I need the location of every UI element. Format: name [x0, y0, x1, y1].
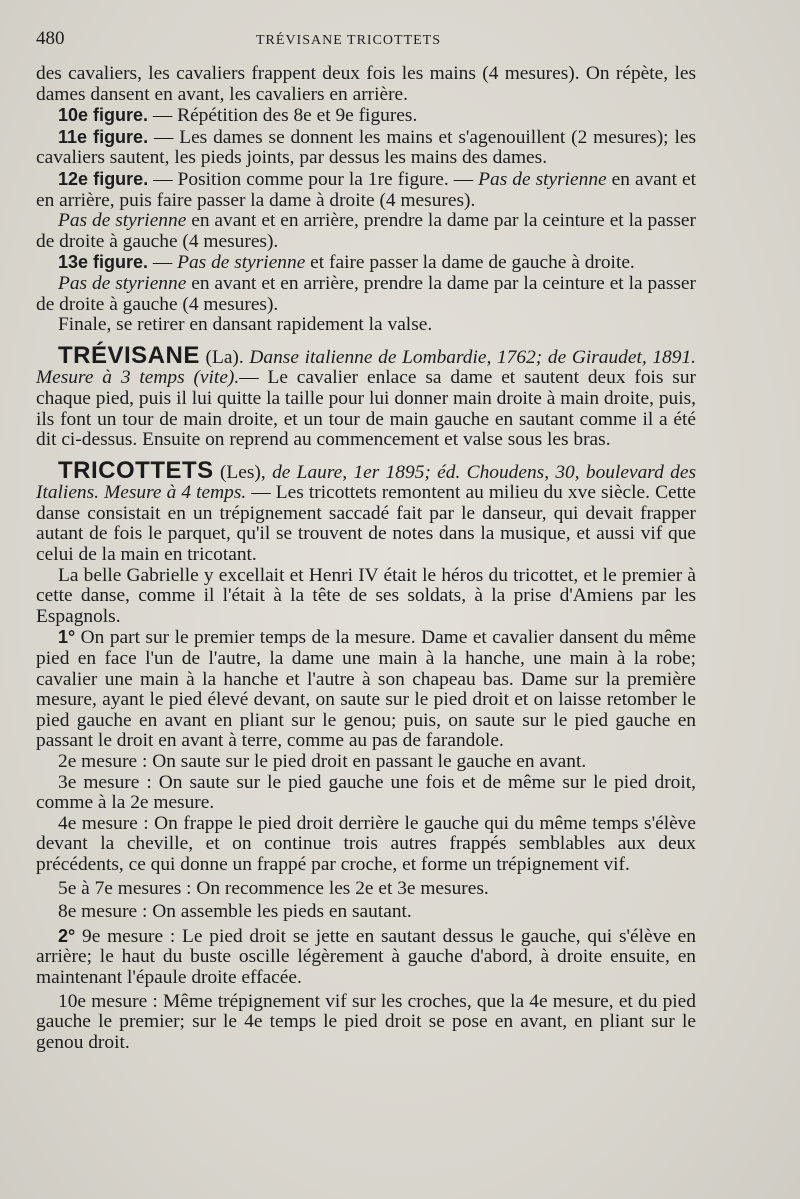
paragraph [36, 814, 696, 876]
paragraph [36, 315, 696, 336]
text-run: 2e mesure : On saute sur le pied droit en passant le gauche en avant. [58, 751, 587, 772]
figure-label: 12e figure. [58, 168, 149, 189]
text-run: 4e mesure : On frappe le pied droit derrière le gauche qui du même temps s'élève devant la cheville, et on continue trois autres frappés semblables aux deux précédents, ce qui donne un frappé par croche, et forme un trépignement vif. [36, 812, 696, 875]
text-run: — Le cavalier enlace sa dame et sautent deux fois sur chaque pied, puis il lui quitte la taille pour lui donner main droite à main droite, puis, ils font un tour de main droite, et un tour de main gauche en sautant comme il a été dit ci-dessus. Ensuite on reprend au commencement et valse sous les bras. [36, 367, 697, 451]
text-run: et faire passer la dame de gauche à droite. [305, 252, 635, 274]
text-run: en avant et en arrière, prendre la dame par la ceinture et la passer de droite à gauche (4 mesures). [36, 210, 696, 252]
paragraph [36, 902, 696, 923]
text-run: (La). [199, 346, 250, 368]
paragraph [36, 752, 696, 773]
paragraph [36, 566, 696, 628]
text-run: La belle Gabrielle y excellait et Henri IV était le héros du tricottet, et le premier à cette danse, comme il l'était à la tête de ses soldats, à la prise d'Amiens par les Espagnols. [36, 564, 696, 627]
paragraph [36, 773, 696, 814]
paragraph [36, 627, 696, 752]
text-run: Danse italienne de Lombardie, 1762; de Giraudet, 1891. Mesure à 3 temps (vite). [36, 346, 696, 389]
text-run: — Répétition des 8e et 9e figures. [148, 105, 418, 127]
page-number: 480 [36, 28, 65, 49]
text-run: 8e mesure : On assemble les pieds en sautant. [58, 901, 412, 923]
figure-label: 11e figure. [58, 126, 149, 147]
paragraph [36, 64, 696, 105]
text-run: Pas de styrienne [478, 168, 607, 190]
text-run: Finale, se retirer en dansant rapidement la valse. [58, 314, 433, 336]
page-header [36, 28, 696, 54]
text-run: 3e mesure : On saute sur le pied gauche une fois et de même sur le pied droit, comme à la 2e mesure. [36, 771, 696, 814]
paragraph [36, 105, 696, 127]
paragraph [36, 926, 696, 989]
figure-label: 2° [58, 925, 76, 946]
dictionary-entry [36, 456, 696, 566]
entry-headword: TRÉVISANE [58, 341, 200, 369]
paragraph [36, 879, 696, 900]
text-run: — [148, 252, 178, 274]
text-run: en avant et en arrière, puis faire passer la dame à droite (4 mesures). [36, 168, 696, 211]
paragraph [36, 252, 696, 274]
paragraph [36, 169, 696, 211]
text-run: de Laure, 1er 1895; éd. Choudens, 30, boulevard des Italiens. Mesure à 4 temps. [36, 461, 696, 504]
text-run: 5e à 7e mesures : On recommence les 2e et 3e mesures. [58, 877, 489, 899]
entry-headword: TRICOTTETS [58, 456, 214, 484]
dictionary-entry [36, 341, 697, 451]
text-run: Pas de styrienne [58, 210, 187, 232]
page-body [36, 64, 696, 1053]
paragraph [36, 992, 696, 1054]
figure-label: 1° [58, 627, 76, 648]
text-run: des cavaliers, les cavaliers frappent deux fois les mains (4 mesures). On répète, les dames dansent en avant, les cavaliers en arrière. [36, 63, 696, 105]
text-run: 10e mesure : Même trépignement vif sur les croches, que la 4e mesure, et du pied gauche le premier; sur le 4e temps le pied droit se pose en avant, en pliant sur le genou droit. [36, 990, 696, 1053]
figure-label: 10e figure. [58, 105, 149, 126]
text-run: — Les tricottets remontent au milieu du xve siècle. Cette danse consistait en un trépignement saccadé fait par le danseur, qui devait frapper autant de fois le parquet, qu'il se trouvent de notes dans la musique, et aussi vif que celui de la main en tricotant. [36, 482, 696, 566]
running-title: TRÉVISANE TRICOTTETS [256, 33, 442, 48]
paragraph [36, 127, 696, 169]
text-run: — Position comme pour la 1re figure. — [148, 168, 479, 190]
figure-label: 13e figure. [58, 252, 149, 273]
text-run: On part sur le premier temps de la mesure. Dame et cavalier dansent du même pied en face l'un de l'autre, la dame une main à la hanche, une main à la robe; cavalier une main à la hanche et l'autre à son chapeau bas. Dame sur la première mesure, ayant le pied élevé devant, on saute sur le pied droit et on laisse retomber le pied gauche en avant en pliant sur le genou; puis, on saute sur le pied gauche en passant le droit en avant à terre, comme au pas de farandole. [36, 627, 696, 752]
text-run: en avant et en arrière, prendre la dame par la ceinture et la passer de droite à gauche (4 mesures). [36, 272, 696, 315]
text-run: — Les dames se donnent les mains et s'agenouillent (2 mesures); les cavaliers sautent, les pieds joints, par dessus les mains des dames. [36, 126, 696, 169]
text-run: (Les), [213, 461, 273, 483]
text-run: Pas de styrienne [58, 272, 187, 294]
text-run: Pas de styrienne [177, 252, 306, 274]
paragraph [36, 211, 696, 252]
text-run: 9e mesure : Le pied droit se jette en sautant dessus le gauche, qui s'élève en arrière; le haut du buste oscille légèrement à gauche d'abord, à droite ensuite, en maintenant l'épaule droite effacée. [36, 925, 696, 988]
paragraph [36, 274, 696, 315]
